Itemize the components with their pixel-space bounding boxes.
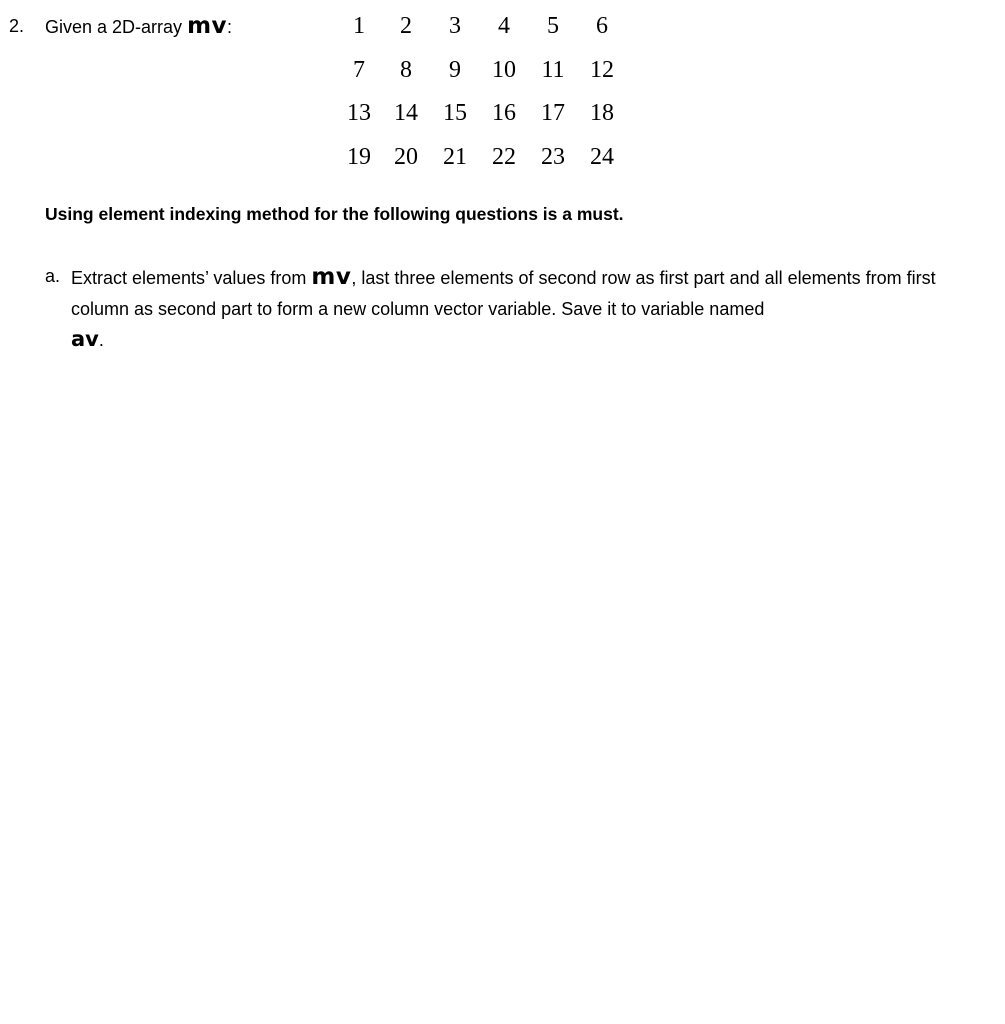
matrix-cell: 23 [541,143,565,170]
question-stem-suffix: : [227,17,233,37]
matrix-cell: 3 [449,13,461,39]
matrix-cell: 12 [590,56,614,83]
part-a-text-3: . [98,330,104,350]
part-a-text-1: Extract elements’ values from [71,268,312,288]
part-a-text [71,262,971,356]
question-number: 2. [9,16,25,36]
matrix-cell: 17 [541,100,565,126]
variable-mv-ref: mv [311,264,352,290]
matrix-cell: 13 [347,100,371,126]
matrix-row [335,141,625,185]
question-stem-prefix: Given a 2D-array [45,17,188,37]
matrix-cell: 22 [492,143,516,170]
matrix-cell: 19 [347,143,371,170]
matrix-cell: 4 [498,13,510,39]
part-a-letter: a. [45,266,61,286]
matrix-cell: 6 [596,13,608,39]
matrix-cell: 24 [590,143,614,170]
variable-av: av [71,327,99,351]
matrix-cell: 8 [400,56,412,83]
matrix-cell: 5 [547,13,559,39]
matrix-cell: 21 [443,143,467,170]
matrix-cell: 1 [353,13,365,39]
matrix-cell: 9 [449,56,461,83]
question-stem [45,14,232,39]
part-a-text-2: , last three elements of second row as first part and all elements from first column as second part to form a new column vector variable. Save it to variable named [71,268,936,319]
matrix-cell: 18 [590,100,614,126]
matrix-cell: 14 [394,100,418,126]
variable-mv: mv [187,13,228,39]
matrix-cell: 16 [492,100,516,126]
matrix-cell: 2 [400,13,412,39]
matrix-cell: 10 [492,56,516,83]
matrix-row [335,97,625,141]
matrix-cell: 11 [541,56,565,83]
matrix-row [335,54,625,98]
instruction-text: Using element indexing method for the following questions is a must. [45,204,624,224]
matrix-mv [335,10,625,184]
matrix-row [335,10,625,54]
matrix-cell: 15 [443,100,467,126]
matrix-cell: 20 [394,143,418,170]
matrix-cell: 7 [353,56,365,83]
